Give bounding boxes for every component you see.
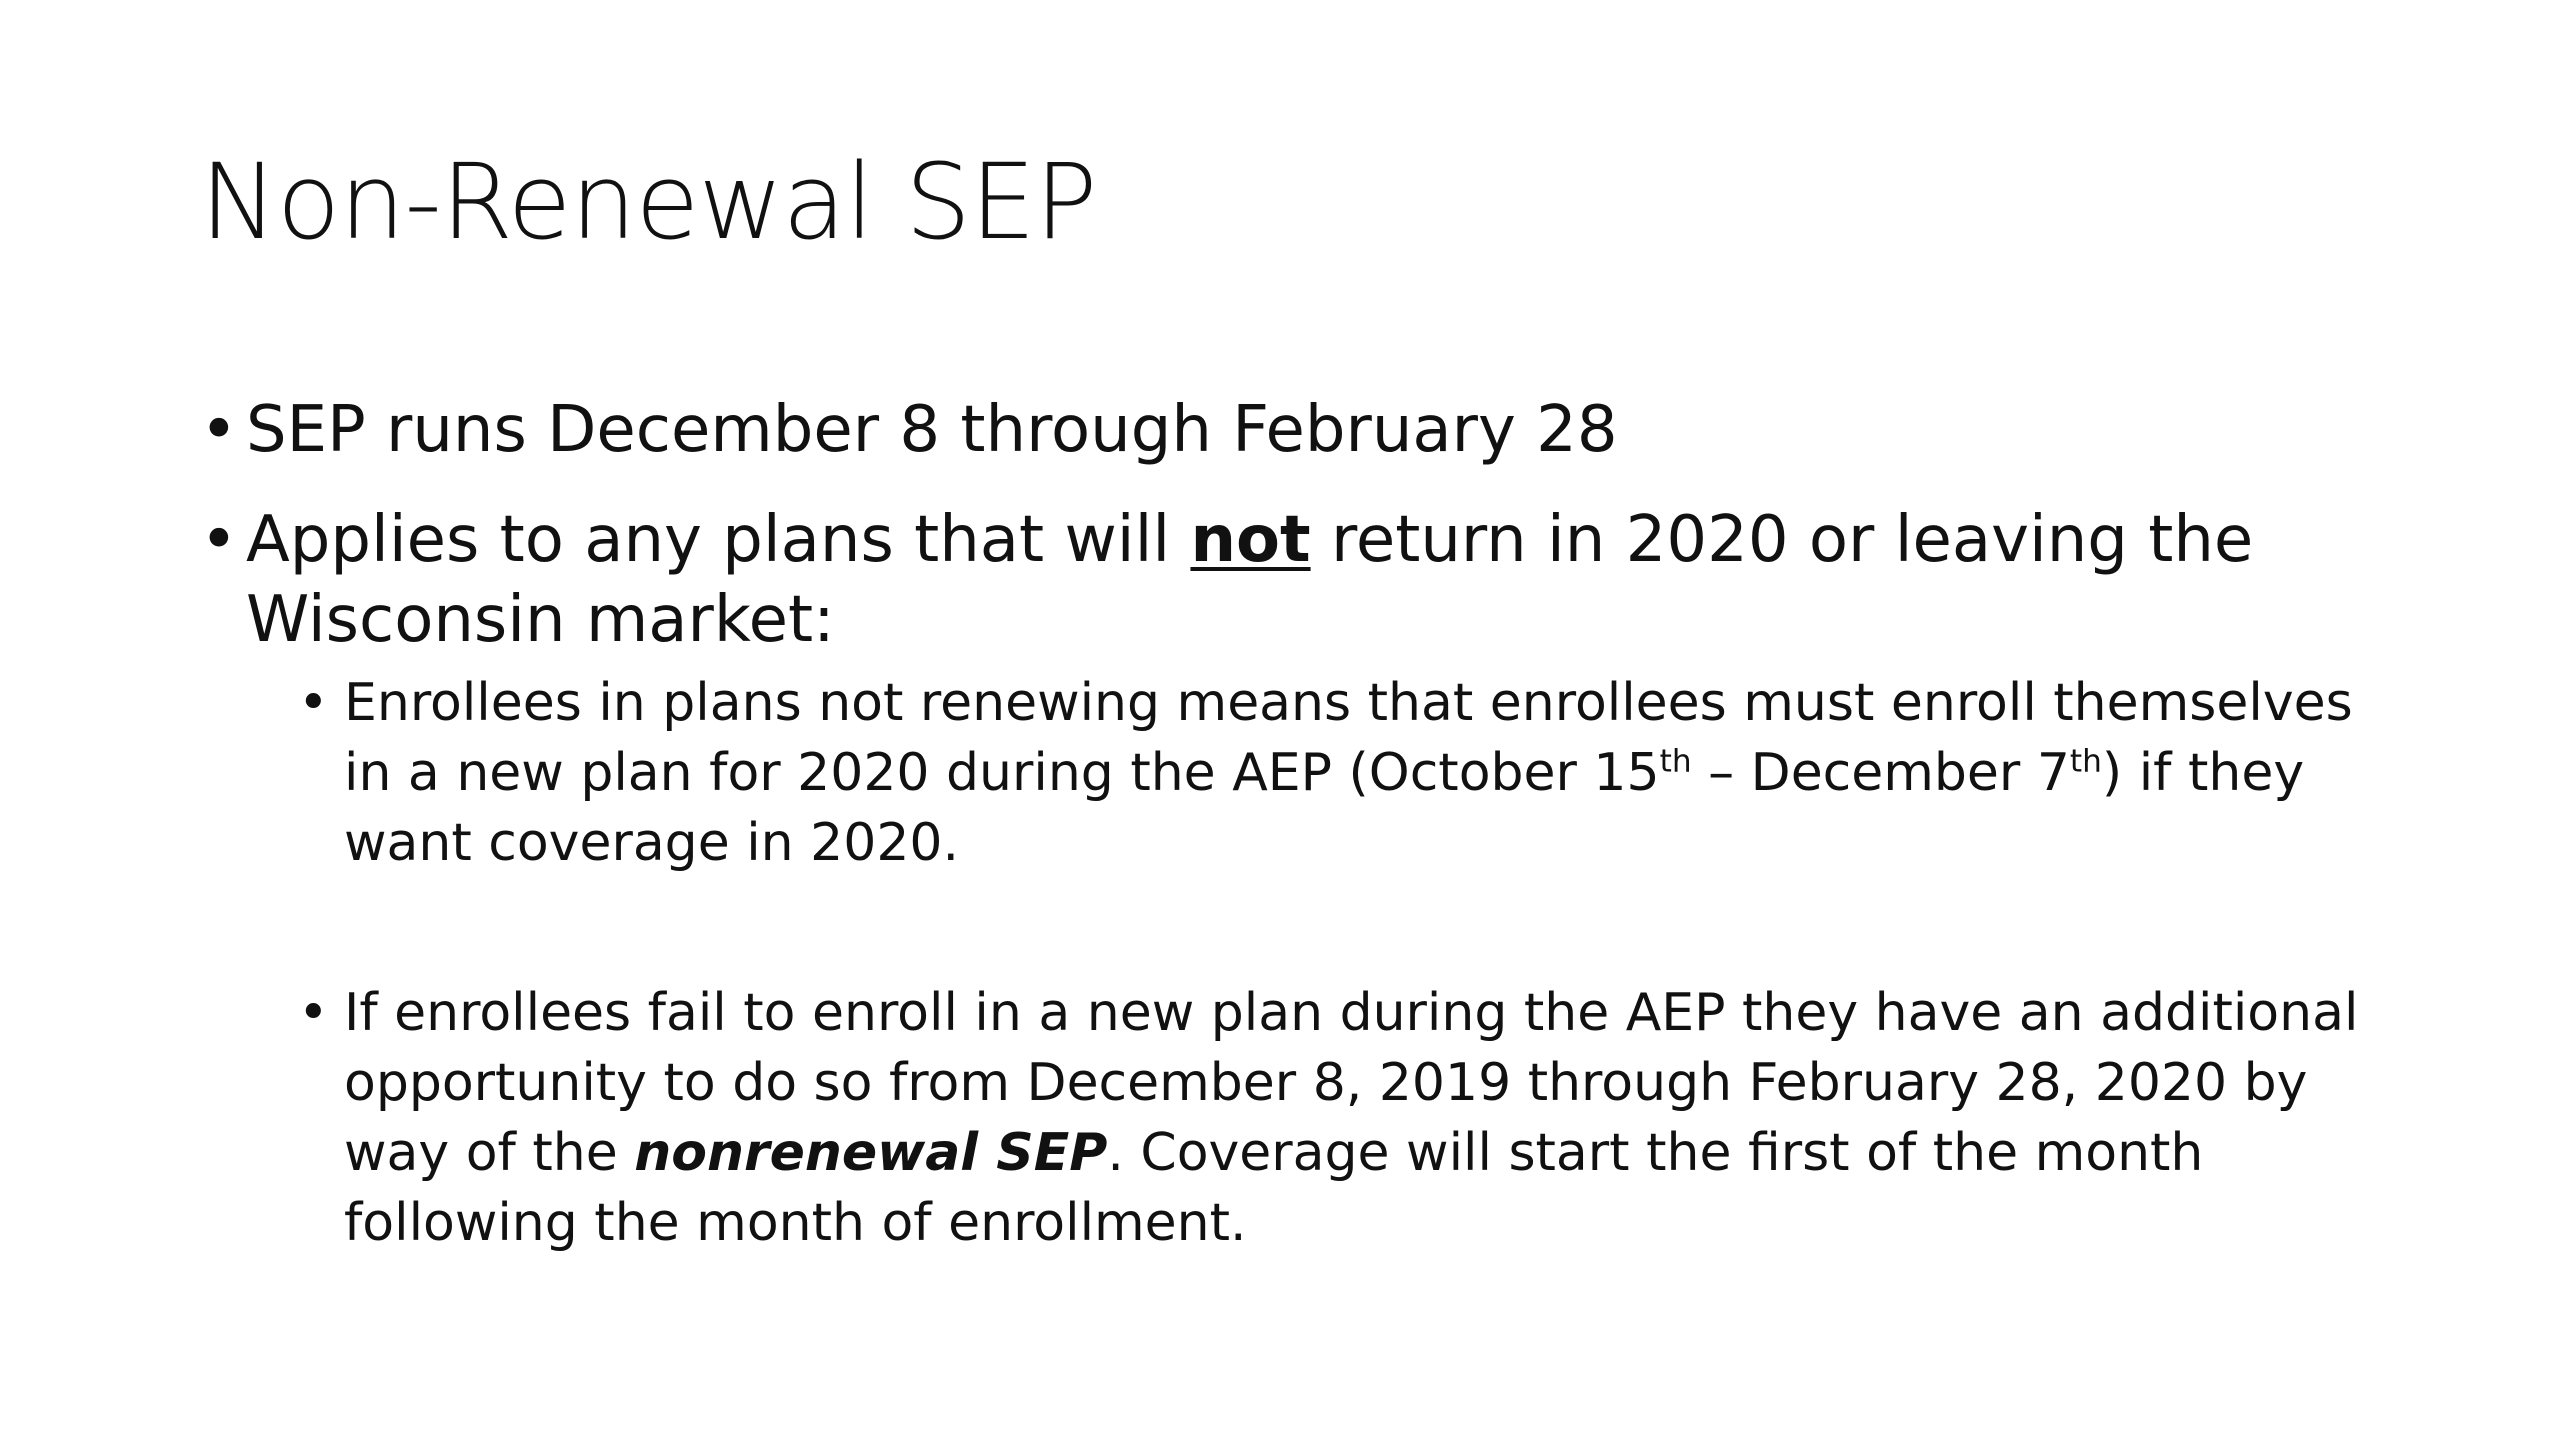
bullet-text-after: return in 2020 or leaving the Wisconsin market:	[246, 503, 2254, 657]
sub-bullet-text-2: . Coverage will start the first of the month following the month of enrollment.	[344, 1123, 2204, 1253]
bullet-text-before: Applies to any plans that will	[246, 503, 1191, 577]
sub-bullet-text-3: ) if they want coverage in 2020.	[344, 743, 2305, 873]
sub-bullet-fail-to-enroll	[298, 978, 2394, 1258]
sub-bullet-text-1: If enrollees fail to enroll in a new plan during the AEP they have an additional opportunity to do so from December 8, 2019 through February 28, 2020 by way of the	[344, 983, 2359, 1183]
sub-bullet-text-1: Enrollees in plans not renewing means that enrollees must enroll themselves in a new plan for 2020 during the AEP (October 15	[344, 673, 2353, 803]
superscript-th: th	[2069, 743, 2102, 780]
slide-title: Non-Renewal SEP	[200, 141, 1097, 263]
sub-bullet-list	[298, 668, 2400, 1258]
bullet-sep-dates	[200, 390, 2400, 470]
bullet-applies-to	[200, 500, 2400, 1258]
bullet-icon: •	[200, 503, 238, 577]
bullet-list	[200, 390, 2400, 1288]
bullet-emphasis-not: not	[1190, 503, 1311, 577]
superscript-th: th	[1659, 743, 1692, 780]
sub-bullet-text-2: – December 7	[1691, 743, 2070, 803]
bullet-text: SEP runs December 8 through February 28	[246, 393, 1618, 467]
sub-bullet-icon: •	[298, 983, 329, 1043]
sub-bullet-enrollees	[298, 668, 2394, 878]
sub-bullet-emphasis-nonrenewal-sep: nonrenewal SEP	[634, 1123, 1108, 1183]
sub-bullet-icon: •	[298, 673, 329, 733]
bullet-icon: •	[200, 393, 238, 467]
